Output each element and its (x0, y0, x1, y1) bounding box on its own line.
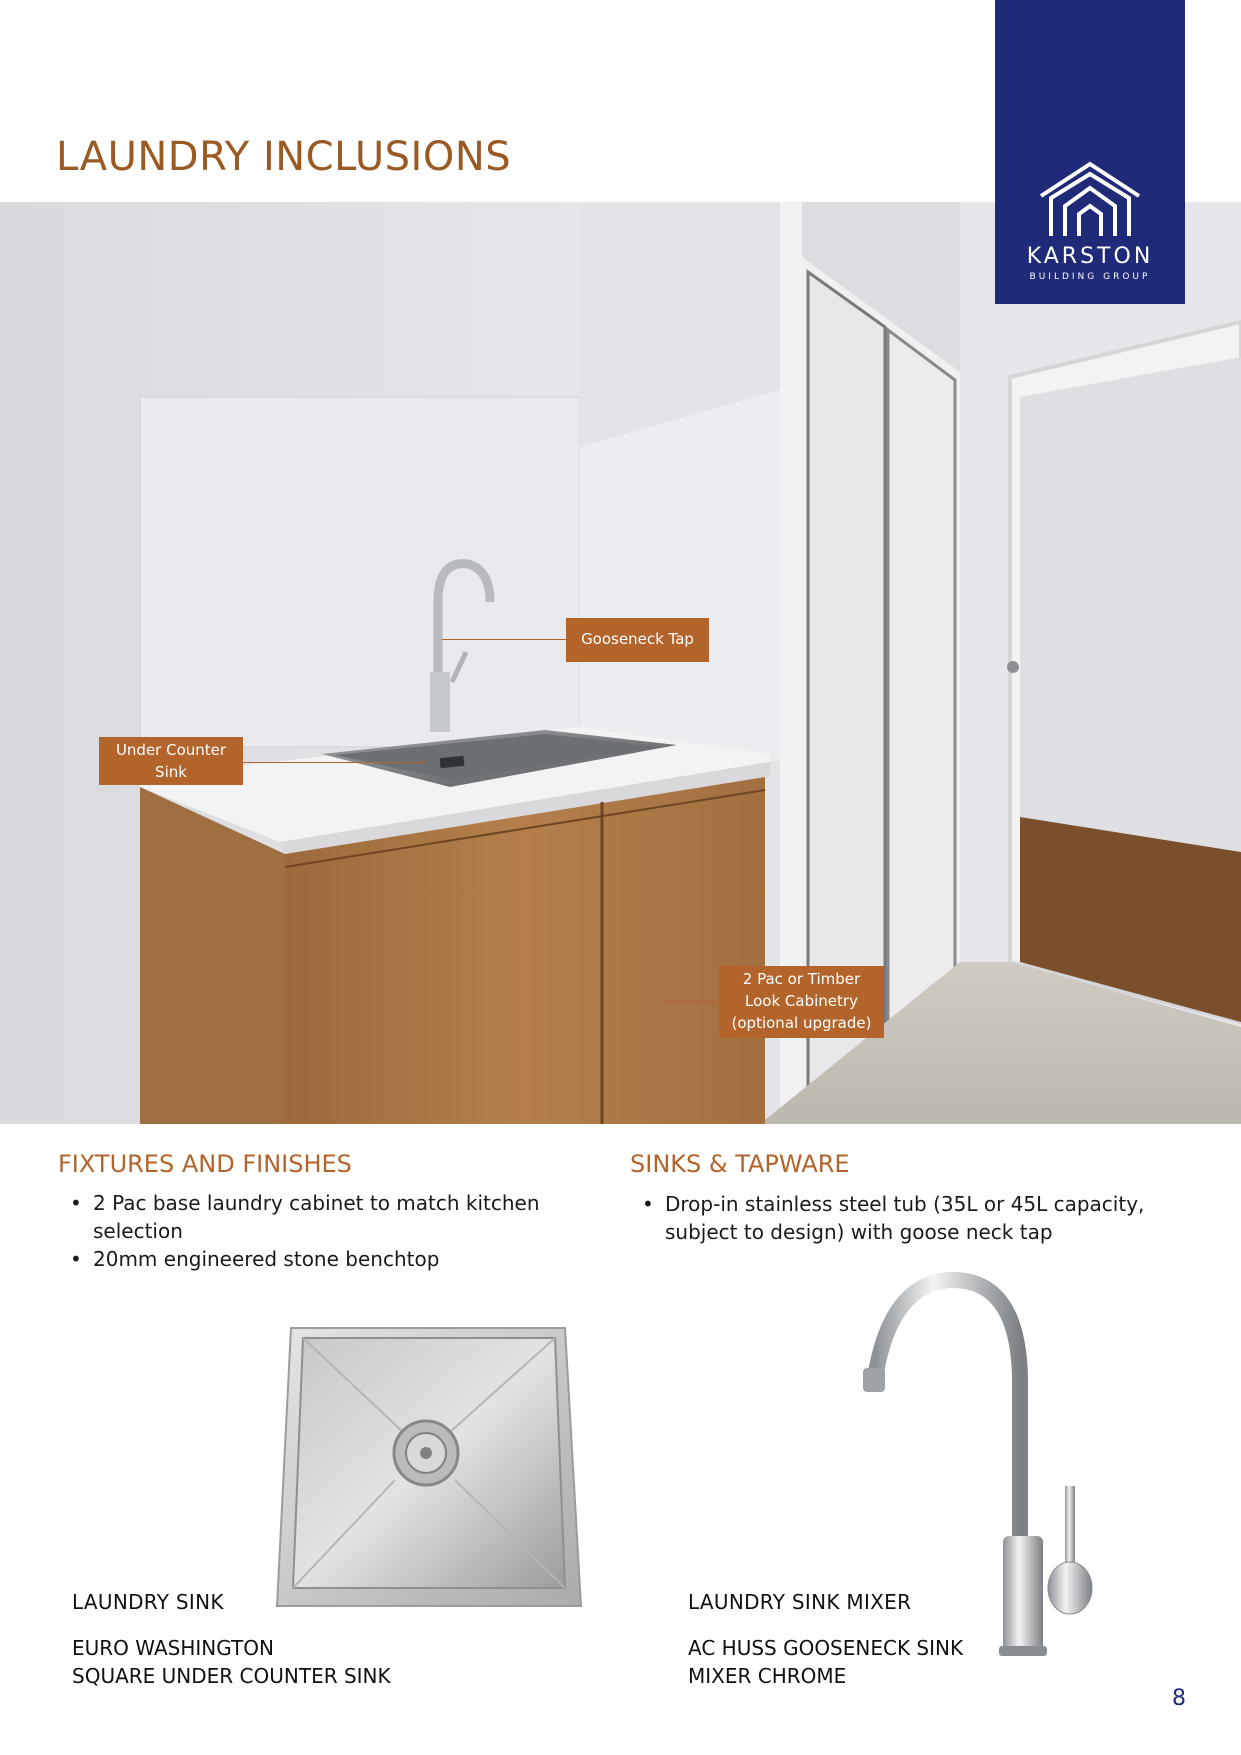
laundry-sink-desc-line1: EURO WASHINGTON (72, 1636, 274, 1660)
cabinetry-callout-line2: Look Cabinetry (745, 992, 858, 1010)
tap-callout-label: Gooseneck Tap (581, 630, 694, 648)
cabinetry-callout (719, 966, 884, 1038)
sink-callout-line1: Under Counter (115, 741, 227, 759)
sink-callout-line (242, 762, 428, 763)
laundry-mixer-description (688, 1634, 963, 1690)
tap-callout (566, 618, 709, 662)
sinks-tapware-heading: SINKS & TAPWARE (630, 1150, 850, 1178)
page-number: 8 (1172, 1686, 1186, 1711)
sinks-tapware-list (630, 1190, 1170, 1246)
cabinetry-callout-line1: 2 Pac or Timber (742, 970, 861, 988)
laundry-mixer-desc-line1: AC HUSS GOOSENECK SINK (688, 1636, 964, 1660)
laundry-sink-title: LAUNDRY SINK (72, 1590, 224, 1614)
tap-callout-line (442, 639, 567, 640)
page-title: LAUNDRY INCLUSIONS (56, 134, 512, 180)
sink-callout-line2: Sink (155, 763, 187, 781)
laundry-mixer-desc-line2: MIXER CHROME (688, 1664, 847, 1688)
laundry-photo (0, 202, 1241, 1124)
fixtures-heading: FIXTURES AND FINISHES (58, 1150, 352, 1178)
laundry-sink-desc-line2: SQUARE UNDER COUNTER SINK (72, 1664, 391, 1688)
cabinetry-callout-line3: (optional upgrade) (731, 1014, 872, 1032)
list-item: • 2 Pac base laundry cabinet to match kitchen selection (58, 1189, 598, 1245)
brand-logo (995, 0, 1185, 304)
list-item: • Drop-in stainless steel tub (35L or 45L capacity, subject to design) with goose neck tap (630, 1190, 1170, 1246)
house-roof-icon (1039, 160, 1141, 238)
brand-tagline: BUILDING GROUP (1029, 272, 1151, 282)
laundry-sink-description (72, 1634, 391, 1690)
sink-callout (99, 737, 243, 785)
laundry-mixer-title: LAUNDRY SINK MIXER (688, 1590, 912, 1614)
cabinetry-callout-line (664, 1001, 720, 1002)
fixtures-list (58, 1189, 598, 1273)
brand-name: KARSTON (1026, 244, 1154, 269)
laundry-sink-image (275, 1322, 583, 1608)
list-item: • 20mm engineered stone benchtop (58, 1245, 598, 1273)
